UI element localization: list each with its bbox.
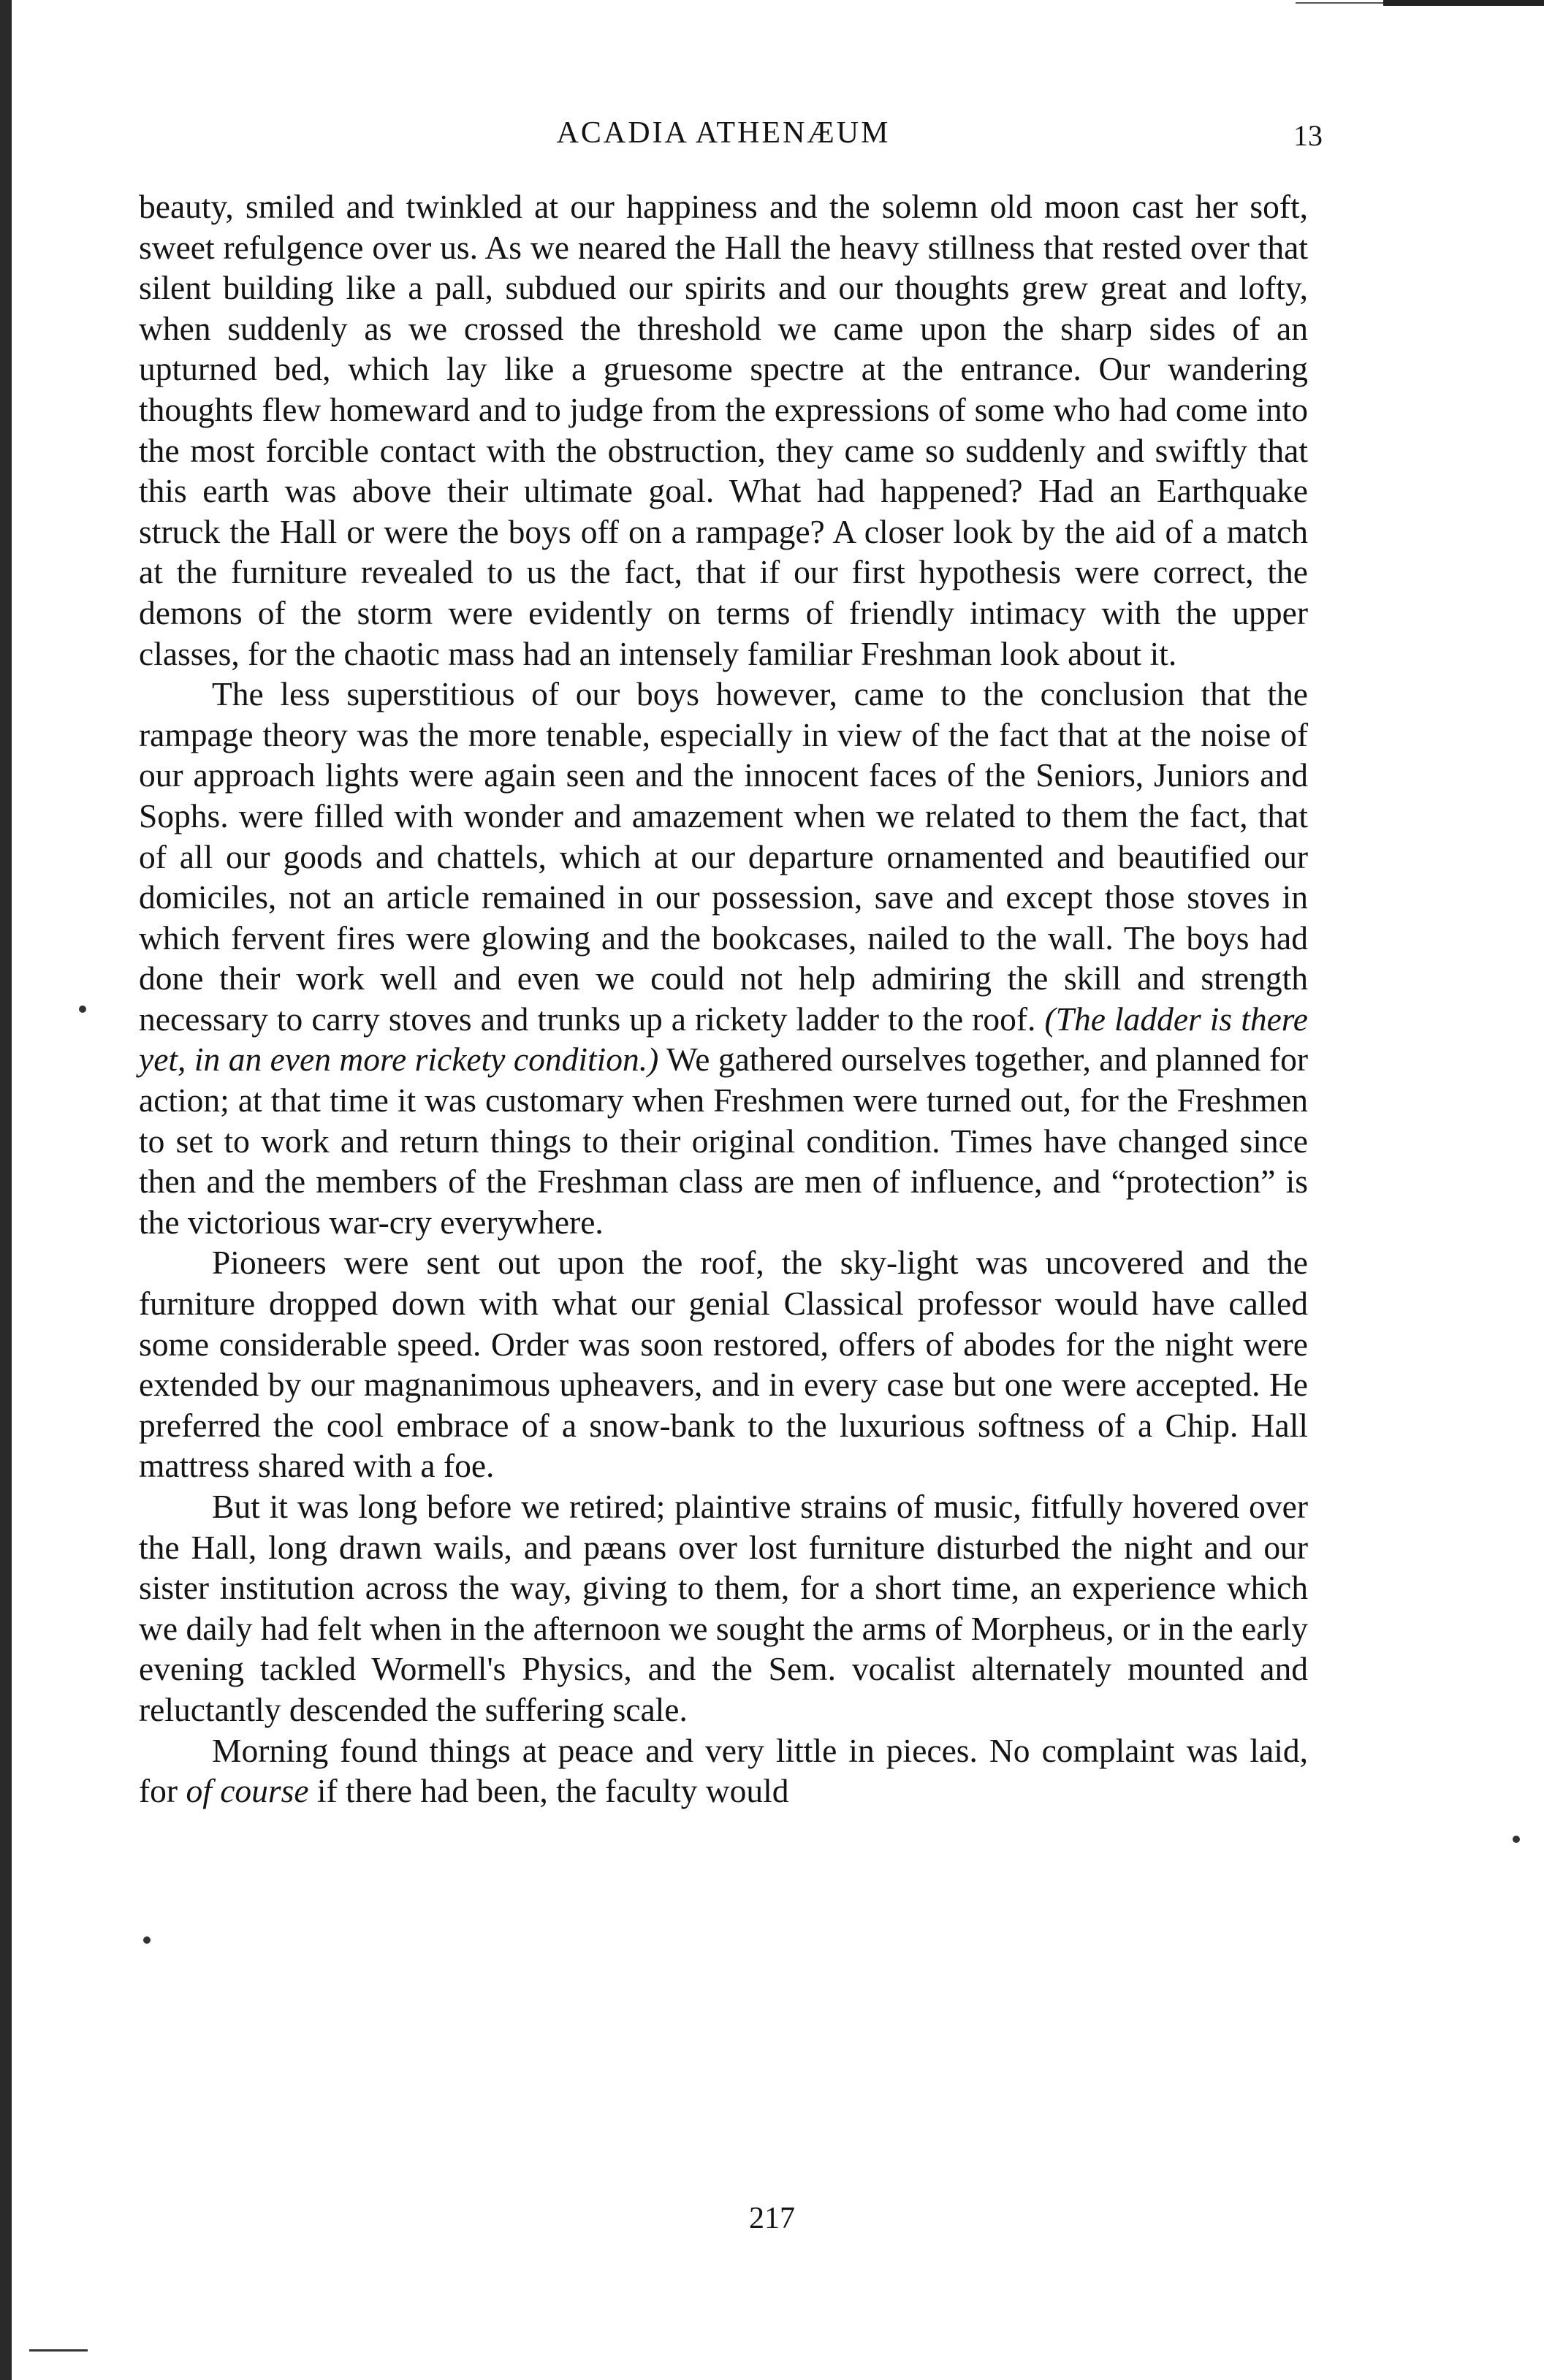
paragraph-4: But it was long before we retired; plaintive strains of music, fitfully hovered over the Hall, long drawn wails, and pæans over lost furniture disturbed the night and our sister institution across the way, giving to them, for a short time, an experience which we daily had felt when in the afternoon we sought the arms of Morpheus, or in the early evening tackled Wormell's Physics, and the Sem. vocalist alternately mounted and reluctantly descended the suffering scale.	[139, 1488, 1308, 1728]
foot-rule	[29, 2349, 88, 2352]
journal-page-number: 13	[1293, 119, 1323, 152]
binding-edge	[0, 0, 12, 2380]
paragraph-3: Pioneers were sent out upon the roof, the sky-light was uncovered and the furniture dropped down with what our genial Classical professor would have called some considerable speed. Order was soon restored, offers of abodes for the night were extended by our magnanimous upheavers, and in every case but one were accepted. He preferred the cool embrace of a snow-bank to the luxurious softness of a Chip. Hall mattress shared with a foe.	[139, 1244, 1308, 1485]
margin-mark	[1513, 1836, 1520, 1843]
top-rule-thin	[1296, 2, 1383, 4]
paragraph-5-text: Morning found things at peace and very little in pieces. No complaint was laid, for of course if there had been, the faculty would	[139, 1731, 1308, 1810]
journal-title: ACADIA ATHENÆUM	[556, 116, 891, 150]
margin-mark	[79, 1005, 86, 1013]
paragraph-2-text: The less superstitious of our boys however, came to the conclusion that the rampage theory was the more tenable, especially in view of the fact that at the noise of our approach lights were again seen and the innocent faces of the Seniors, Juniors and Sophs. were filled with wonder and amazement when we related to them the fact, that of all our goods and chattels, which at our departure ornamented and beautified our domiciles, not an article remained in our possession, save and except those stoves in which fervent fires were glowing and the bookcases, nailed to the wall. The boys had done their work well and even we could not help admiring the skill and strength necessary to carry stoves and trunks up a rickety ladder to the roof.	[139, 675, 1308, 1038]
running-head	[139, 115, 1323, 159]
top-rule	[1383, 0, 1544, 6]
paragraph-5	[139, 1730, 1308, 1811]
italic-phrase: of course	[186, 1772, 309, 1810]
paragraph-2-continuation: We gathered ourselves together, and planned for action; at that time it was customary when Freshmen were turned out, for the Freshmen to set to work and return things to their original condition. Times have changed since then and the members of the Freshman class are men of influence, and “protection” is the victorious war-cry everywhere.	[139, 1041, 1308, 1241]
article-body	[139, 186, 1308, 1811]
margin-mark	[143, 1936, 151, 1944]
folio-number: 217	[749, 2202, 795, 2235]
italic-aside: (The ladder is there yet, in an even more rickety condition.)	[139, 1000, 1308, 1079]
paragraph-1: beauty, smiled and twinkled at our happiness and the solemn old moon cast her soft, sweet refulgence over us. As we neared the Hall the heavy stillness that rested over that silent building like a pall, subdued our spirits and our thoughts grew great and lofty, when suddenly as we crossed the threshold we came upon the sharp sides of an upturned bed, which lay like a gruesome spectre at the entrance. Our wandering thoughts flew homeward and to judge from the expressions of some who had come into the most forcible contact with the obstruction, they came so suddenly and swiftly that this earth was above their ultimate goal. What had happened? Had an Earthquake struck the Hall or were the boys off on a rampage? A closer look by the aid of a match at the furniture revealed to us the fact, that if our first hypothesis were correct, the demons of the storm were evidently on terms of friendly intimacy with the upper classes, for the chaotic mass had an intensely familiar Freshman look about it.	[139, 188, 1308, 672]
paragraph-2	[139, 674, 1308, 1242]
